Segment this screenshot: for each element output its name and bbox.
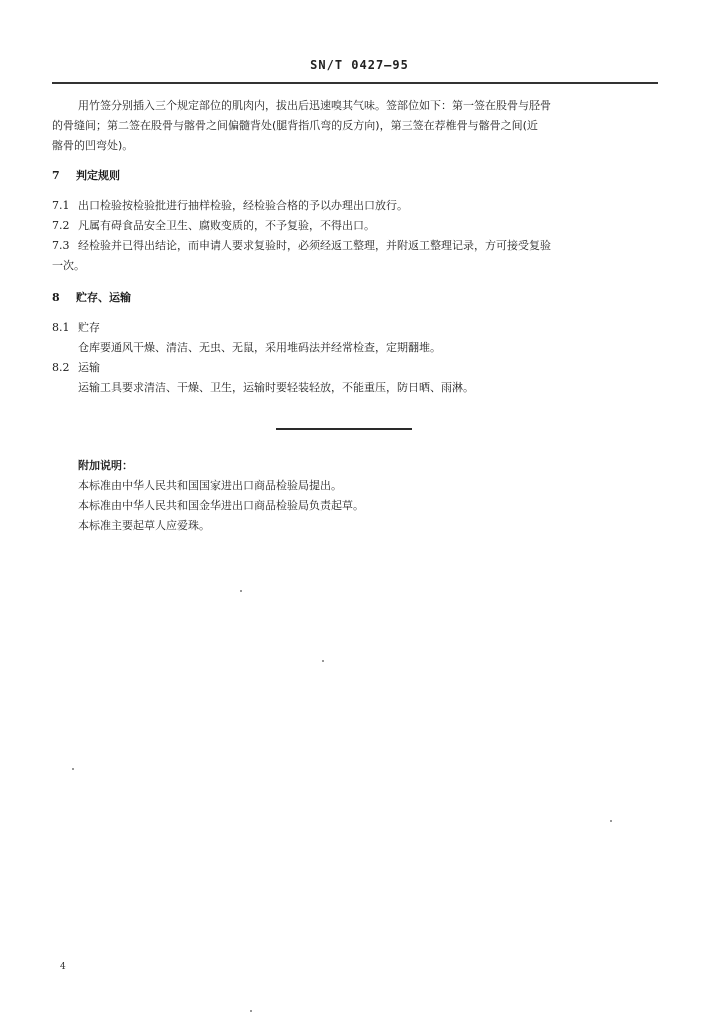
- intro-line-1: 用竹签分别插入三个规定部位的肌肉内，拔出后迅速嗅其气味。签部位如下：第一签在股骨与胫骨: [78, 99, 551, 112]
- clause-7-2: [52, 216, 375, 236]
- clause-8-2-text: 运输工具要求清洁、干燥、卫生，运输时要轻装轻放，不能重压，防日晒、雨淋。: [78, 381, 474, 394]
- clause-8-1-title: 贮存: [78, 321, 100, 334]
- page-number: 4: [60, 962, 66, 972]
- section-7-heading: [52, 166, 120, 186]
- clause-7-3-continuation: 一次。: [52, 259, 85, 272]
- scan-speck: [322, 660, 324, 662]
- section-8-title: 贮存、运输: [76, 291, 131, 304]
- clause-8-1-heading: [52, 318, 100, 338]
- notes-line-2: 本标准由中华人民共和国金华进出口商品检验局负责起草。: [78, 499, 364, 512]
- clause-8-1-number: 8.1: [52, 321, 70, 334]
- clause-8-1-text: 仓库要通风干燥、清洁、无虫、无鼠，采用堆码法并经常检查，定期翻堆。: [78, 341, 441, 354]
- intro-line-3: 髂骨的凹弯处)。: [52, 139, 134, 152]
- end-of-text-rule: [276, 428, 412, 430]
- scan-speck: [72, 768, 74, 770]
- notes-line-3: 本标准主要起草人应爱珠。: [78, 519, 210, 532]
- section-8-heading: [52, 288, 131, 308]
- notes-line-1: 本标准由中华人民共和国国家进出口商品检验局提出。: [78, 479, 342, 492]
- document-code-header: SN/T 0427—95: [310, 58, 409, 72]
- clause-7-2-number: 7.2: [52, 219, 70, 232]
- clause-7-1-text: 出口检验按检验批进行抽样检验，经检验合格的予以办理出口放行。: [78, 199, 408, 212]
- clause-7-3: [52, 236, 551, 256]
- notes-title: 附加说明：: [78, 459, 133, 472]
- clause-7-3-number: 7.3: [52, 239, 70, 252]
- scan-speck: [610, 820, 612, 822]
- scan-speck: [240, 590, 242, 592]
- clause-7-1: [52, 196, 408, 216]
- section-7-number: 7: [52, 169, 60, 182]
- clause-8-2-title: 运输: [78, 361, 100, 374]
- clause-8-2-heading: [52, 358, 100, 378]
- header-rule: [52, 82, 658, 84]
- clause-7-1-number: 7.1: [52, 199, 70, 212]
- intro-line-2: 的骨缝间；第二签在股骨与髂骨之间偏髓背处(腿背指爪弯的反方向)，第三签在荐椎骨与髂骨之间(近: [52, 119, 538, 132]
- clause-8-2-number: 8.2: [52, 361, 70, 374]
- clause-7-2-text: 凡属有碍食品安全卫生、腐败变质的，不予复验，不得出口。: [78, 219, 375, 232]
- section-7-title: 判定规则: [76, 169, 120, 182]
- section-8-number: 8: [52, 291, 60, 304]
- scan-speck: [250, 1010, 252, 1012]
- clause-7-3-text: 经检验并已得出结论，而申请人要求复验时，必须经返工整理，并附返工整理记录，方可接受复验: [78, 239, 551, 252]
